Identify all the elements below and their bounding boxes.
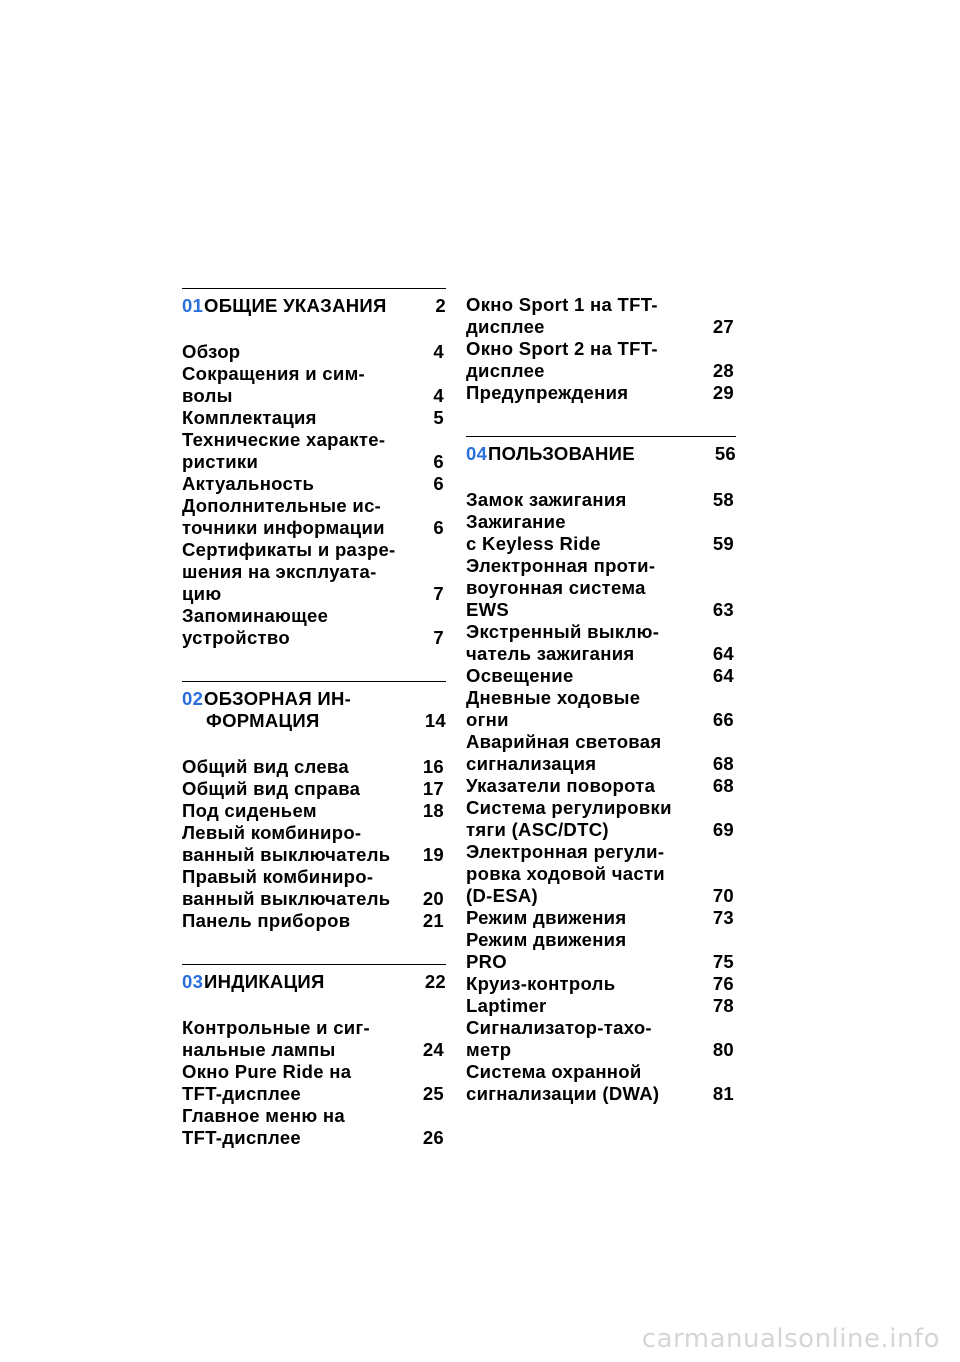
chapter-heading[interactable]: [182, 295, 446, 317]
toc-entry-text: воугонная система: [466, 577, 646, 598]
toc-entry-text: ровка ходовой части: [466, 863, 665, 884]
watermark: carmanualsonline.info: [641, 1324, 940, 1354]
toc-entry-text: Технические характе-: [182, 429, 386, 450]
toc-entry[interactable]: [466, 1017, 736, 1061]
chapter-page-number: 2: [435, 295, 446, 316]
toc-entry-text: сигнализации (DWA): [466, 1083, 660, 1104]
toc-page-number: 16: [422, 756, 444, 777]
toc-page-number: 28: [712, 360, 734, 381]
chapter-heading[interactable]: [182, 971, 446, 993]
chapter-number: 02: [182, 688, 204, 709]
toc-page-number: 58: [712, 489, 734, 510]
toc-page-number: 81: [712, 1083, 734, 1104]
toc-entry-text: Сигнализатор-тахо-: [466, 1017, 652, 1038]
chapter-title: ОБЗОРНАЯ ИН-: [204, 688, 352, 709]
chapter-rule: [466, 436, 736, 437]
toc-page-number: 59: [712, 533, 734, 554]
toc-entry-text: Сокращения и сим-: [182, 363, 366, 384]
toc-chapter: [182, 964, 446, 1149]
toc-page-number: 7: [433, 583, 444, 604]
toc-entry[interactable]: [466, 841, 736, 907]
toc-entry-text: Панель приборов: [182, 910, 351, 931]
chapter-title: ФОРМАЦИЯ: [206, 710, 320, 731]
toc-entry-list: [182, 1017, 446, 1149]
toc-page-number: 70: [712, 885, 734, 906]
toc-page-number: 26: [422, 1127, 444, 1148]
toc-entry[interactable]: [182, 473, 446, 495]
toc-entry[interactable]: [182, 363, 446, 407]
toc-entry-list: [466, 294, 736, 404]
toc-entry-text: Аварийная световая: [466, 731, 662, 752]
toc-entry-text: Режим движения: [466, 907, 627, 928]
toc-entry[interactable]: [182, 822, 446, 866]
toc-entry-text: метр: [466, 1039, 512, 1060]
toc-entry-text: Замок зажигания: [466, 489, 627, 510]
toc-page-number: 66: [712, 709, 734, 730]
toc-entry[interactable]: [466, 555, 736, 621]
toc-entry[interactable]: [466, 621, 736, 665]
toc-page-number: 80: [712, 1039, 734, 1060]
toc-page-number: 19: [422, 844, 444, 865]
toc-entry-text: Актуальность: [182, 473, 315, 494]
toc-entry[interactable]: [182, 429, 446, 473]
toc-page-number: 6: [433, 451, 444, 472]
toc-page-number: 6: [433, 517, 444, 538]
toc-entry-text: ванный выключатель: [182, 844, 391, 865]
toc-entry-text: (D-ESA): [466, 885, 538, 906]
toc-page-number: 7: [433, 627, 444, 648]
chapter-heading[interactable]: [466, 443, 736, 465]
toc-entry-text: дисплее: [466, 316, 545, 337]
toc-page-number: 24: [422, 1039, 444, 1060]
toc-page-number: 29: [712, 382, 734, 403]
toc-entry[interactable]: [182, 756, 446, 778]
toc-entry-text: шения на эксплуата-: [182, 561, 377, 582]
toc-entry-text: Окно Pure Ride на: [182, 1061, 352, 1082]
toc-page-number: 63: [712, 599, 734, 620]
chapter-number: 04: [466, 443, 488, 464]
toc-page-number: 4: [433, 385, 444, 406]
toc-page-number: 68: [712, 775, 734, 796]
toc-entry-text: Предупреждения: [466, 382, 629, 403]
toc-entry-text: Система охранной: [466, 1061, 642, 1082]
toc-entry-text: ванный выключатель: [182, 888, 391, 909]
toc-page-number: 5: [433, 407, 444, 428]
toc-entry-list: [466, 489, 736, 1105]
toc-entry[interactable]: [182, 778, 446, 800]
toc-entry-text: сигнализация: [466, 753, 597, 774]
toc-entry[interactable]: [466, 929, 736, 973]
toc-entry-text: Экстренный выклю-: [466, 621, 660, 642]
toc-entry[interactable]: [466, 775, 736, 797]
toc-entry[interactable]: [466, 731, 736, 775]
toc-entry[interactable]: [466, 995, 736, 1017]
toc-page-number: 78: [712, 995, 734, 1016]
toc-entry-text: Общий вид справа: [182, 778, 361, 799]
toc-entry[interactable]: [466, 511, 736, 555]
toc-page-number: 73: [712, 907, 734, 928]
chapter-rule: [182, 681, 446, 682]
toc-page-number: 18: [422, 800, 444, 821]
toc-entry-text: огни: [466, 709, 509, 730]
toc-entry-text: Зажигание: [466, 511, 566, 532]
toc-entry[interactable]: [182, 866, 446, 910]
toc-entry[interactable]: [182, 910, 446, 932]
toc-entry[interactable]: [466, 338, 736, 382]
toc-page-number: 6: [433, 473, 444, 494]
toc-entry-list: [182, 756, 446, 932]
chapter-number: 01: [182, 295, 204, 316]
toc-entry[interactable]: [466, 907, 736, 929]
toc-right-column: [466, 288, 736, 1105]
toc-entry-text: Указатели поворота: [466, 775, 656, 796]
toc-entry[interactable]: [182, 341, 446, 363]
chapter-heading[interactable]: [182, 688, 446, 732]
chapter-rule: [182, 964, 446, 965]
toc-left-column: [182, 288, 446, 1149]
toc-chapter: [466, 436, 736, 1105]
toc-page-number: 4: [433, 341, 444, 362]
toc-entry[interactable]: [466, 294, 736, 338]
toc-entry-text: TFT-дисплее: [182, 1127, 302, 1148]
toc-entry-text: Дневные ходовые: [466, 687, 641, 708]
toc-page-number: 17: [422, 778, 444, 799]
toc-entry-text: Главное меню на: [182, 1105, 345, 1126]
toc-entry-text: точники информации: [182, 517, 385, 538]
toc-entry-text: Комплектация: [182, 407, 317, 428]
toc-page-number: 76: [712, 973, 734, 994]
toc-entry-text: Система регулировки: [466, 797, 672, 818]
toc-entry-text: Сертификаты и разре-: [182, 539, 396, 560]
toc-entry-text: Электронная регули-: [466, 841, 665, 862]
toc-entry-text: устройство: [182, 627, 290, 648]
toc-entry-text: Левый комбиниро-: [182, 822, 362, 843]
chapter-number: 03: [182, 971, 204, 992]
toc-entry-text: Окно Sport 2 на TFT-: [466, 338, 658, 359]
toc-entry[interactable]: [182, 1061, 446, 1105]
toc-entry[interactable]: [182, 800, 446, 822]
toc-page-number: 20: [422, 888, 444, 909]
toc-entry-text: Дополнительные ис-: [182, 495, 382, 516]
toc-entry-list: [182, 341, 446, 649]
toc-entry-text: Обзор: [182, 341, 241, 362]
toc-entry-text: Контрольные и сиг-: [182, 1017, 370, 1038]
toc-entry-text: Режим движения: [466, 929, 627, 950]
toc-entry-text: Под сиденьем: [182, 800, 317, 821]
chapter-title: ПОЛЬЗОВАНИЕ: [488, 443, 635, 464]
toc-entry[interactable]: [466, 797, 736, 841]
toc-entry-text: ристики: [182, 451, 259, 472]
toc-entry[interactable]: [182, 1017, 446, 1061]
toc-entry-text: с Keyless Ride: [466, 533, 601, 554]
toc-page-number: 69: [712, 819, 734, 840]
toc-entry-text: чатель зажигания: [466, 643, 635, 664]
toc-entry-text: Запоминающее: [182, 605, 329, 626]
toc-entry-text: нальные лампы: [182, 1039, 336, 1060]
toc-chapter: [182, 288, 446, 649]
toc-entry[interactable]: [466, 489, 736, 511]
toc-page-number: 64: [712, 665, 734, 686]
toc-entry[interactable]: [466, 665, 736, 687]
toc-entry[interactable]: [466, 1061, 736, 1105]
toc-entry-text: EWS: [466, 599, 510, 620]
toc-entry-text: Освещение: [466, 665, 574, 686]
toc-page-number: 21: [422, 910, 444, 931]
toc-entry-text: дисплее: [466, 360, 545, 381]
toc-entry[interactable]: [466, 382, 736, 404]
toc-entry-text: волы: [182, 385, 233, 406]
toc-entry-text: тяги (ASC/DTC): [466, 819, 609, 840]
toc-entry[interactable]: [466, 973, 736, 995]
chapter-page-number: 56: [714, 443, 736, 464]
toc-entry[interactable]: [182, 605, 446, 649]
toc-entry[interactable]: [182, 495, 446, 539]
chapter-page-number: 14: [424, 710, 446, 731]
toc-page-number: 64: [712, 643, 734, 664]
toc-entry-text: цию: [182, 583, 222, 604]
toc-entry-text: Электронная проти-: [466, 555, 656, 576]
toc-page-number: 27: [712, 316, 734, 337]
toc-page-number: 75: [712, 951, 734, 972]
toc-entry-text: Правый комбиниро-: [182, 866, 374, 887]
toc-entry-text: Круиз-контроль: [466, 973, 616, 994]
toc-chapter: [182, 681, 446, 932]
toc-entry[interactable]: [466, 687, 736, 731]
toc-entry-text: TFT-дисплее: [182, 1083, 302, 1104]
chapter-page-number: 22: [424, 971, 446, 992]
toc-page-number: 68: [712, 753, 734, 774]
chapter-rule: [182, 288, 446, 289]
toc-page-number: 25: [422, 1083, 444, 1104]
chapter-title: ИНДИКАЦИЯ: [204, 971, 325, 992]
toc-entry[interactable]: [182, 1105, 446, 1149]
toc-entry-text: Laptimer: [466, 995, 547, 1016]
toc-entry[interactable]: [182, 539, 446, 605]
toc-entry-text: Окно Sport 1 на TFT-: [466, 294, 658, 315]
toc-entry-text: Общий вид слева: [182, 756, 349, 777]
chapter-title: ОБЩИЕ УКАЗАНИЯ: [204, 295, 387, 316]
toc-entry-text: PRO: [466, 951, 507, 972]
toc-entry[interactable]: [182, 407, 446, 429]
